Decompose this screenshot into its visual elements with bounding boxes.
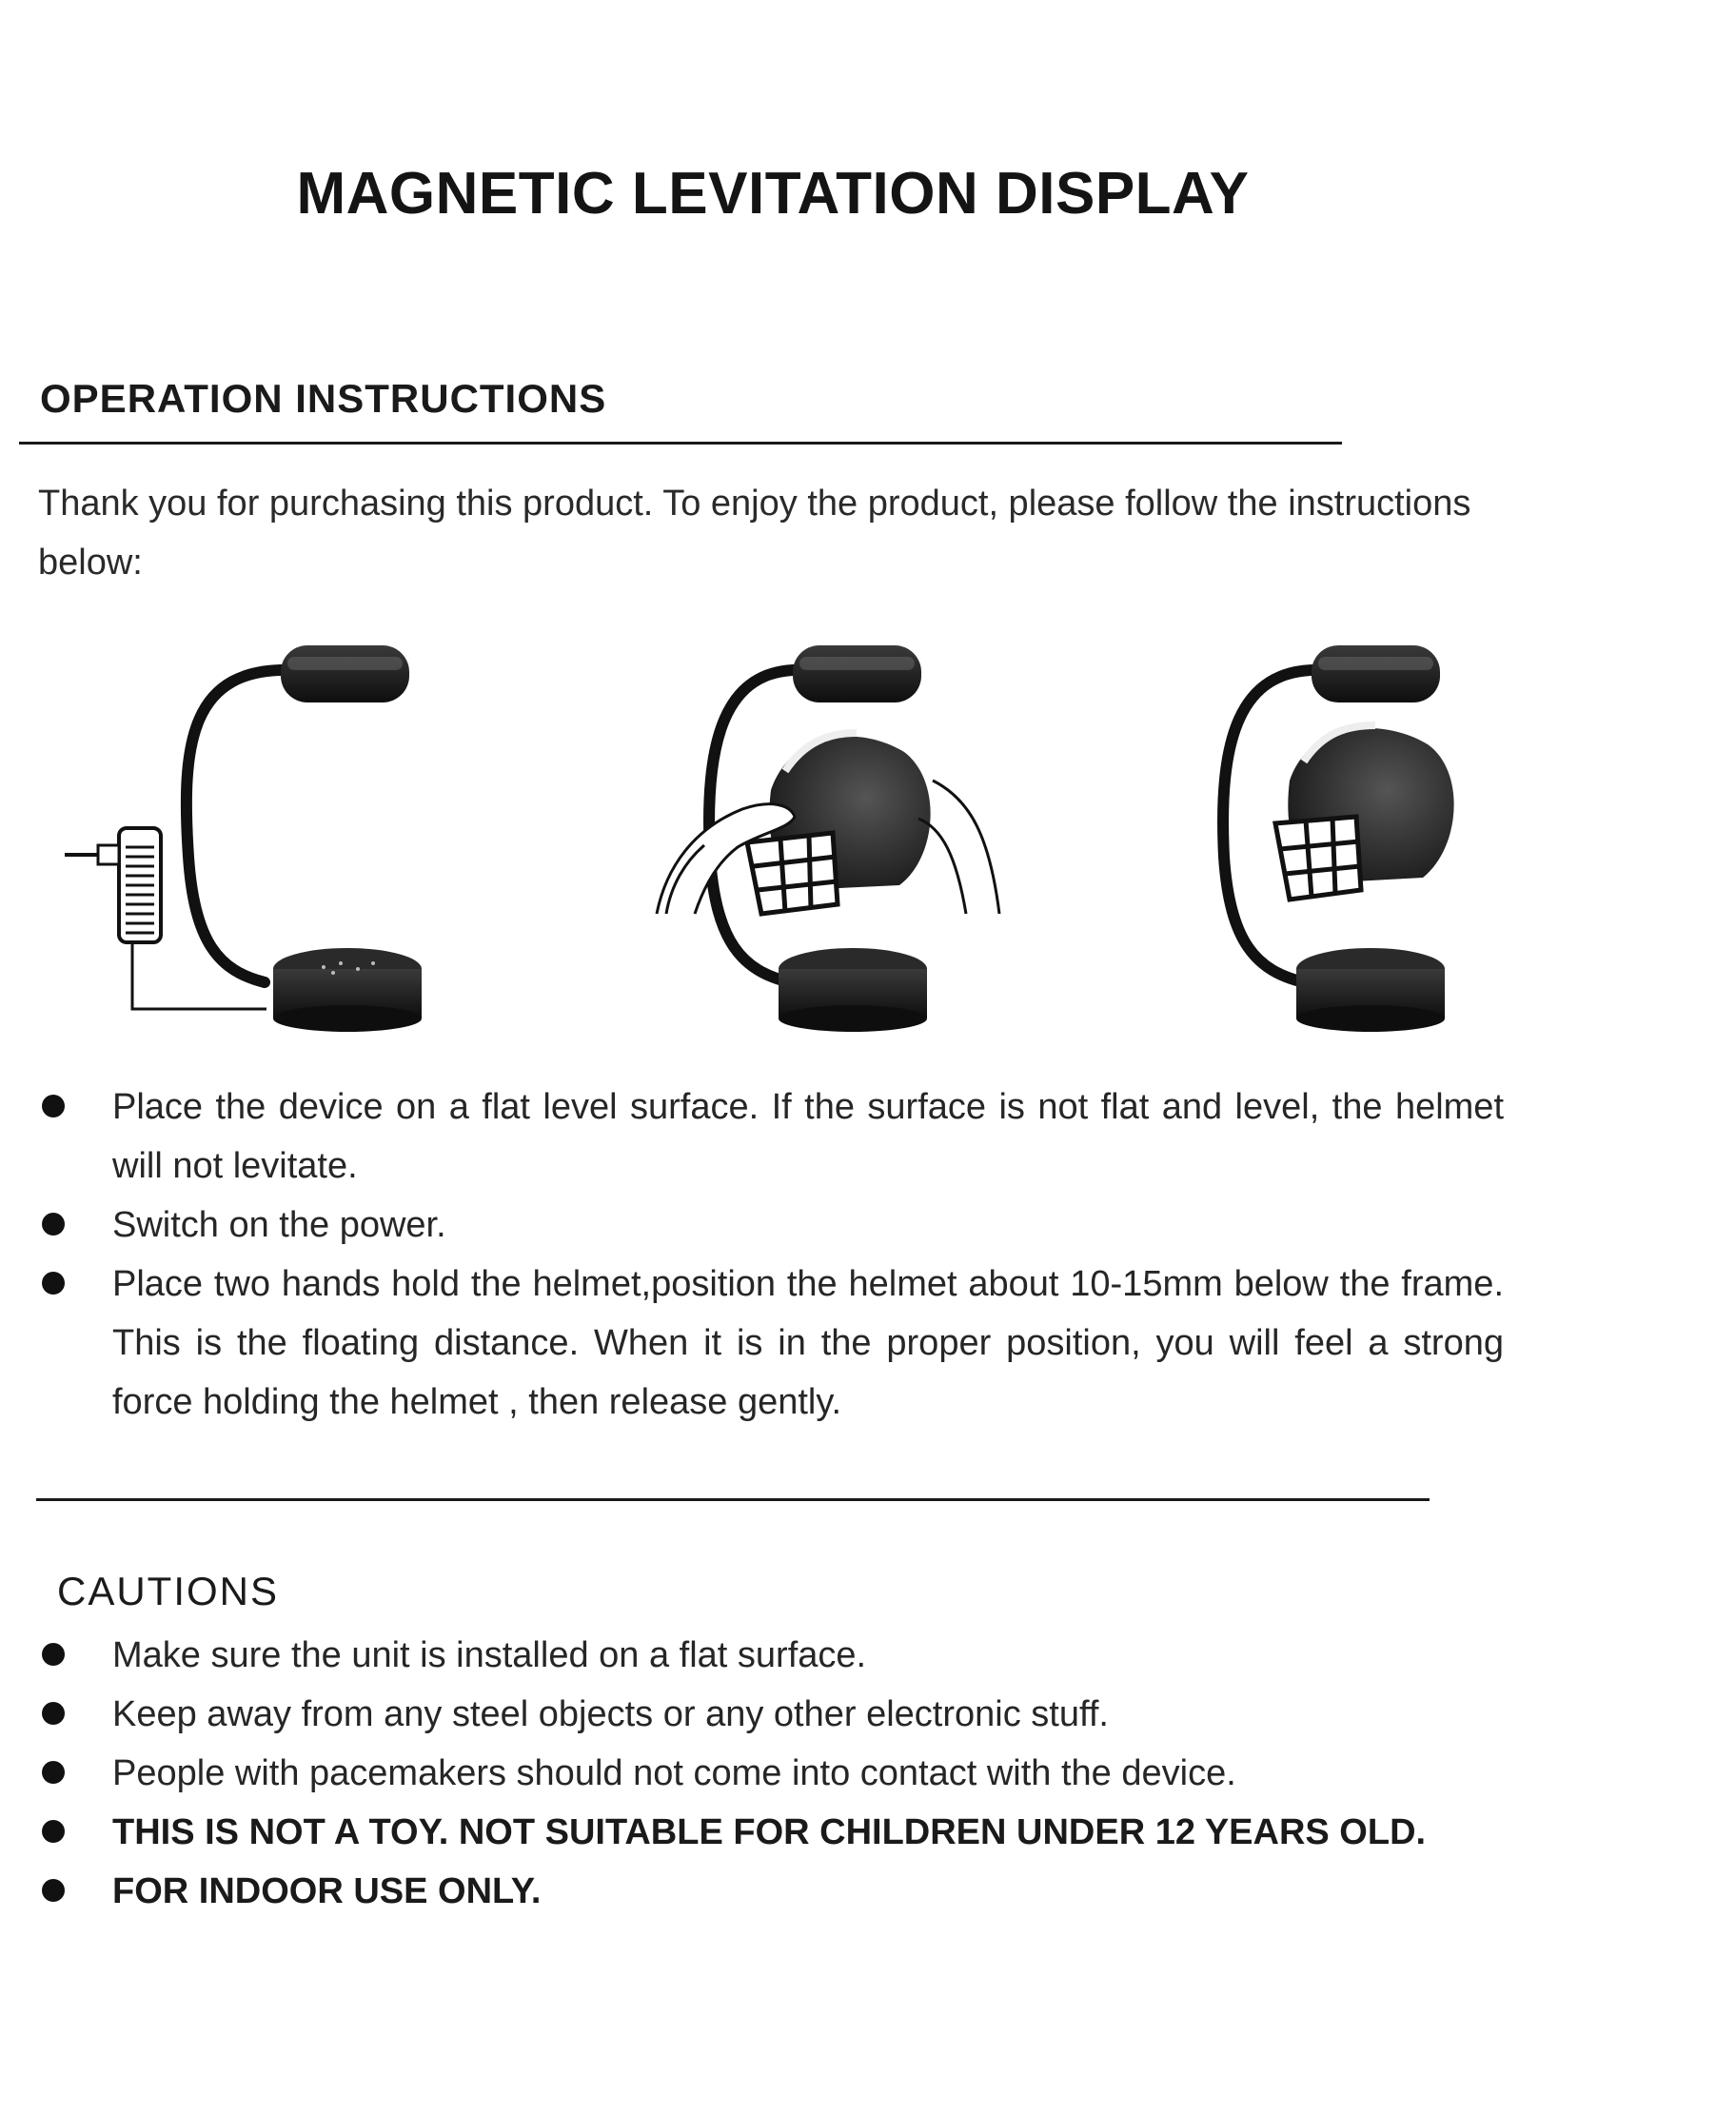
caution-text: FOR INDOOR USE ONLY. — [112, 1871, 542, 1911]
bullet-icon — [42, 1820, 65, 1843]
bullet-icon — [42, 1643, 65, 1666]
list-item — [38, 1803, 1504, 1862]
list-item — [38, 1078, 1504, 1196]
operation-instructions-heading: OPERATION INSTRUCTIONS — [40, 376, 607, 421]
illustrations-row — [38, 628, 1485, 1047]
step-text: Switch on the power. — [112, 1205, 446, 1245]
bullet-icon — [42, 1702, 65, 1725]
cautions-list — [38, 1626, 1504, 1921]
bullet-icon — [42, 1879, 65, 1902]
hands-holding-helmet-under-stand-icon — [657, 645, 999, 1032]
caution-text: THIS IS NOT A TOY. NOT SUITABLE FOR CHILDREN UNDER 12 YEARS OLD. — [112, 1812, 1427, 1852]
list-item — [38, 1626, 1504, 1685]
caution-text: People with pacemakers should not come into contact with the device. — [112, 1753, 1236, 1793]
list-item — [38, 1744, 1504, 1803]
section-divider — [19, 442, 1342, 445]
bullet-icon — [42, 1213, 65, 1236]
list-item — [38, 1196, 1504, 1255]
levitation-stand-with-power-adapter-icon — [65, 645, 422, 1032]
bullet-icon — [42, 1272, 65, 1295]
caution-text: Keep away from any steel objects or any other electronic stuff. — [112, 1694, 1109, 1734]
list-item — [38, 1862, 1504, 1921]
list-item — [38, 1255, 1504, 1432]
cautions-heading: CAUTIONS — [57, 1569, 280, 1613]
operation-steps-list — [38, 1078, 1504, 1432]
step-text: Place two hands hold the helmet,position the helmet about 10-15mm below the frame. This is the floating distance. When it is in the proper position, you will feel a strong force holding the helmet , then release gently. — [112, 1264, 1504, 1422]
document-title: MAGNETIC LEVITATION DISPLAY — [296, 161, 1250, 227]
bullet-icon — [42, 1095, 65, 1117]
caution-text: Make sure the unit is installed on a flat surface. — [112, 1635, 867, 1675]
section-divider — [36, 1498, 1430, 1501]
step-text: Place the device on a flat level surface. If the surface is not flat and level, the helmet will not levitate. — [112, 1087, 1504, 1186]
intro-paragraph: Thank you for purchasing this product. To enjoy the product, please follow the instructions below: — [38, 484, 1471, 583]
list-item — [38, 1685, 1504, 1744]
bullet-icon — [42, 1761, 65, 1784]
helmet-levitating-under-stand-icon — [1223, 645, 1454, 1032]
